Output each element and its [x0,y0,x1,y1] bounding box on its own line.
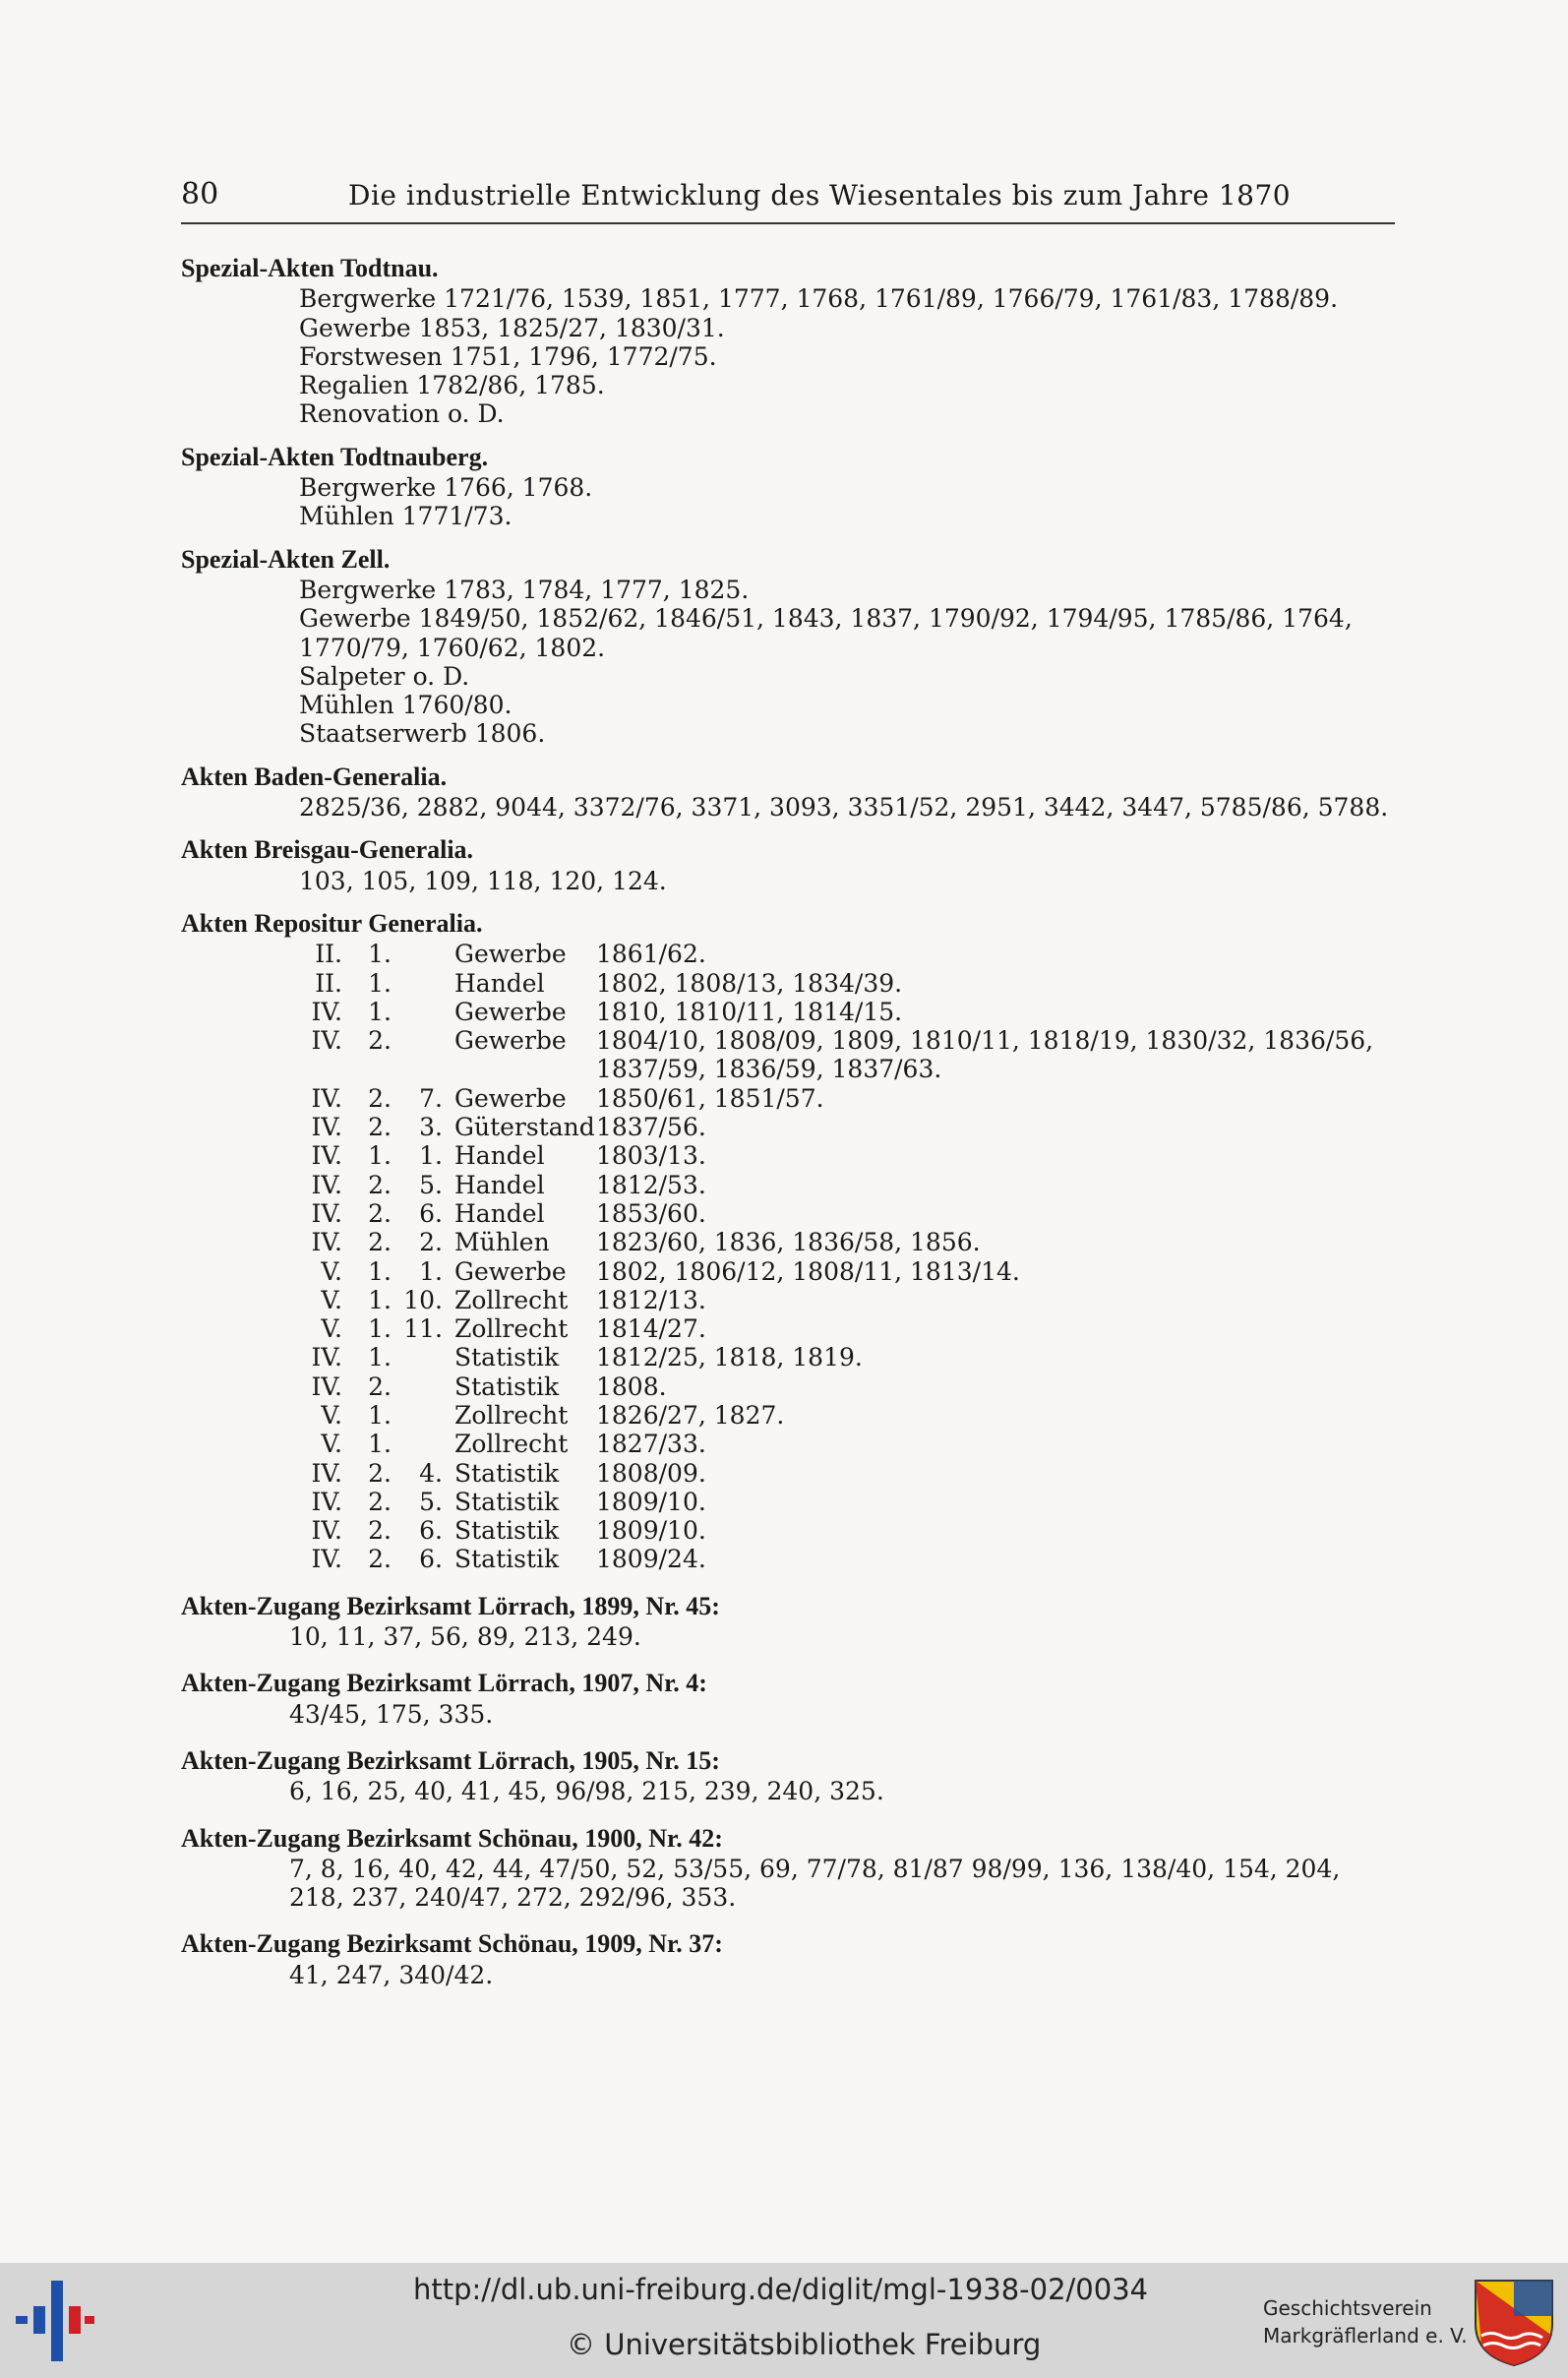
rep-col-b: 1. [368,1285,392,1314]
rep-col-b: 2. [368,1372,392,1401]
rep-col-b: 2. [368,1113,392,1142]
rep-col-b: 1. [368,1400,392,1430]
section-title: Spezial-Akten Todtnau. [181,254,439,282]
archive-section [181,762,1401,823]
rep-col-a: IV. [311,1228,342,1257]
section-title: Akten-Zugang Bezirksamt Lörrach, 1899, Nr. 45: [181,1591,720,1620]
coat-of-arms-icon [1472,2277,1556,2367]
rep-col-b: 2. [368,1198,392,1228]
rep-col-c: 1. [419,1141,443,1171]
entry-line: Gewerbe 1849/50, 1852/62, 1846/51, 1843, 1837, 1790/92, 1794/95, 1785/86, 1764, [299,604,1353,634]
rep-col-a: V. [321,1285,342,1314]
rep-subject: Statistik [454,1458,560,1488]
rep-subject: Gewerbe [454,1083,567,1113]
rep-col-a: V. [321,1430,342,1459]
rep-col-a: IV. [311,1026,342,1056]
rep-col-b: 1. [368,968,392,998]
section-title: Akten-Zugang Bezirksamt Schönau, 1909, Nr. 37: [181,1929,723,1959]
archive-section [181,835,1401,895]
rep-years: 1810, 1810/11, 1814/15. [596,997,903,1026]
rep-col-c: 2. [419,1228,443,1257]
zugang-section [181,1592,1401,1652]
rep-col-c [397,1430,449,1458]
rep-col-a: II. [315,940,342,969]
rep-subject: Gewerbe [454,1256,567,1286]
rep-years: 1853/60. [596,1198,706,1228]
entry-line: Salpeter o. D. [299,661,470,691]
rep-years: 1809/10. [596,1487,706,1516]
rep-col-c: 6. [419,1516,443,1546]
rep-col-c [397,1372,449,1401]
running-header [181,177,1395,220]
rep-years: 1808. [596,1372,667,1401]
section-title: Akten-Zugang Bezirksamt Lörrach, 1905, Nr. 15: [181,1745,720,1775]
rep-col-a: IV. [311,1545,342,1574]
rep-subject: Statistik [454,1545,560,1574]
rep-col-a: IV. [311,1372,342,1401]
rep-subject: Statistik [454,1372,560,1401]
rep-col-b: 2. [368,1228,392,1257]
rep-col-a: II. [315,968,342,998]
zugang-section [181,1824,1401,1913]
rep-col-c: 1. [419,1256,443,1286]
rep-col-c [397,1401,449,1430]
rep-years: 1802, 1806/12, 1808/11, 1813/14. [596,1256,1020,1286]
entry-line: 7, 8, 16, 40, 42, 44, 47/50, 52, 53/55, 69, 77/78, 81/87 98/99, 136, 138/40, 154, 204, [289,1854,1341,1883]
rep-col-b: 1. [368,997,392,1026]
entry-line: Gewerbe 1853, 1825/27, 1830/31. [299,313,725,342]
rep-years: 1814/27. [596,1314,706,1344]
section-title: Akten Repositur Generalia. [181,908,483,938]
society-line-1: Geschichtsverein [1263,2296,1432,2320]
rep-subject: Gewerbe [454,940,567,969]
rep-years: 1850/61, 1851/57. [596,1083,824,1113]
rep-years: 1812/13. [596,1285,706,1314]
rep-col-c: 6. [419,1545,443,1574]
rep-years: 1812/53. [596,1170,706,1199]
rep-years: 1809/24. [596,1545,706,1574]
rep-subject: Zollrecht [454,1314,569,1344]
rep-subject: Zollrecht [454,1430,569,1459]
rep-col-a [295,1055,348,1083]
rep-subject: Mühlen [454,1228,550,1257]
entry-line: Mühlen 1771/73. [299,502,513,531]
rep-subject: Handel [454,1170,545,1199]
entry-line: 10, 11, 37, 56, 89, 213, 249. [289,1622,641,1652]
archive-section [181,254,1401,429]
rep-years: 1837/59, 1836/59, 1837/63. [596,1055,942,1084]
section-title: Akten-Zugang Bezirksamt Schönau, 1900, Nr. 42: [181,1823,723,1853]
header-rule [181,222,1395,224]
rep-col-b [348,1055,397,1083]
rep-subject: Statistik [454,1343,560,1372]
rep-col-b: 2. [368,1516,392,1546]
rep-col-c [397,1343,449,1372]
rep-col-a: IV. [311,1343,342,1372]
society-line-2: Markgräflerland e. V. [1263,2324,1468,2348]
zugang-section [181,1746,1401,1806]
permalink-url[interactable]: http://dl.ub.uni-freiburg.de/diglit/mgl-1938-02/0034 [413,2273,1149,2306]
rep-col-a: IV. [311,1487,342,1516]
rep-col-b: 1. [368,1256,392,1286]
rep-col-a: IV. [311,1141,342,1171]
rep-col-a: IV. [311,1083,342,1113]
rep-years: 1837/56. [596,1113,706,1142]
entry-line: Regalien 1782/86, 1785. [299,371,605,400]
rep-subject: Statistik [454,1487,560,1516]
rep-subject: Gewerbe [454,997,567,1026]
zugang-section [181,1669,1401,1729]
rep-subject: Handel [454,1198,545,1228]
entry-line: 1770/79, 1760/62, 1802. [299,633,606,662]
rep-col-a: IV. [311,1113,342,1142]
copyright-text: © Universitätsbibliothek Freiburg [567,2328,1042,2361]
rep-subject: Güterstand [454,1113,595,1142]
page-number: 80 [181,177,219,212]
rep-col-c [397,940,449,968]
entry-line: 41, 247, 340/42. [289,1960,494,1989]
archive-section [181,545,1401,749]
section-title: Akten-Zugang Bezirksamt Lörrach, 1907, Nr. 4: [181,1669,707,1698]
rep-subject: Gewerbe [454,1026,567,1056]
rep-years: 1861/62. [596,940,706,969]
rep-years: 1809/10. [596,1516,706,1546]
section-title: Akten Baden-Generalia. [181,762,448,791]
rep-col-a: V. [321,1256,342,1286]
rep-subject: Zollrecht [454,1400,569,1430]
entry-line: Staatserwerb 1806. [299,719,546,749]
society-name [1263,2294,1468,2349]
rep-years: 1827/33. [596,1430,706,1459]
rep-years: 1808/09. [596,1458,706,1488]
rep-subject: Zollrecht [454,1285,569,1314]
rep-col-b: 1. [368,1314,392,1344]
rep-years: 1823/60, 1836, 1836/58, 1856. [596,1228,981,1257]
rep-col-b: 1. [368,1430,392,1459]
rep-col-a: IV. [311,1198,342,1228]
document-body [181,254,1401,1989]
entry-line: Renovation o. D. [299,399,505,429]
rep-col-a: IV. [311,1516,342,1546]
rep-col-b: 2. [368,1170,392,1199]
rep-subject: Statistik [454,1516,560,1546]
rep-col-c: 11. [403,1314,443,1344]
rep-subject [449,1055,596,1083]
rep-col-b: 1. [368,940,392,969]
zugang-section [181,1929,1401,1989]
rep-years: 1826/27, 1827. [596,1400,785,1430]
rep-col-c: 5. [419,1487,443,1516]
footer-bar [0,2263,1568,2378]
section-title: Akten Breisgau-Generalia. [181,835,474,865]
rep-col-a: V. [321,1314,342,1344]
rep-subject: Handel [454,1141,545,1171]
rep-col-a: V. [321,1400,342,1430]
rep-col-c [397,969,449,998]
rep-col-a: IV. [311,1458,342,1488]
running-title: Die industrielle Entwicklung des Wiesentales bis zum Jahre 1870 [348,179,1292,212]
rep-col-b: 2. [368,1026,392,1056]
rep-subject: Handel [454,968,545,998]
rep-col-b: 2. [368,1487,392,1516]
rep-col-a: IV. [311,997,342,1026]
rep-col-b: 2. [368,1545,392,1574]
repositur-section [181,909,1401,1574]
rep-years: 1804/10, 1808/09, 1809, 1810/11, 1818/19, 1830/32, 1836/56, [596,1026,1374,1056]
rep-col-c: 7. [419,1083,443,1113]
ub-freiburg-logo-icon[interactable] [14,2277,92,2365]
section-title: Spezial-Akten Zell. [181,544,391,574]
entry-line: Mühlen 1760/80. [299,691,513,720]
entry-line: 43/45, 175, 335. [289,1699,494,1729]
rep-col-a: IV. [311,1170,342,1199]
section-title: Spezial-Akten Todtnauberg. [181,442,489,471]
entry-line: Forstwesen 1751, 1796, 1772/75. [299,341,717,371]
rep-col-c: 6. [419,1198,443,1228]
rep-years: 1812/25, 1818, 1819. [596,1343,863,1372]
entry-line: 103, 105, 109, 118, 120, 124. [299,866,667,895]
rep-col-c: 4. [419,1458,443,1488]
entry-line: Bergwerke 1783, 1784, 1777, 1825. [299,575,750,604]
entry-line: Bergwerke 1766, 1768. [299,473,593,503]
rep-years: 1803/13. [596,1141,706,1171]
rep-col-b: 1. [368,1141,392,1171]
rep-col-b: 2. [368,1458,392,1488]
rep-col-c: 5. [419,1170,443,1199]
entry-line: 6, 16, 25, 40, 41, 45, 96/98, 215, 239, 240, 325. [289,1777,884,1806]
rep-years: 1802, 1808/13, 1834/39. [596,968,903,998]
entry-line: 218, 237, 240/47, 272, 292/96, 353. [289,1883,737,1913]
rep-col-c [397,1026,449,1055]
rep-col-b: 2. [368,1083,392,1113]
entry-line: 2825/36, 2882, 9044, 3372/76, 3371, 3093, 3351/52, 2951, 3442, 3447, 5785/86, 5788. [299,793,1389,823]
archive-section [181,443,1401,531]
rep-col-c [397,1055,449,1083]
rep-col-c: 10. [403,1285,443,1314]
rep-col-c: 3. [419,1113,443,1142]
repositur-table [181,940,1401,1574]
rep-col-c [397,998,449,1026]
rep-col-b: 1. [368,1343,392,1372]
entry-line: Bergwerke 1721/76, 1539, 1851, 1777, 1768, 1761/89, 1766/79, 1761/83, 1788/89. [299,284,1339,314]
